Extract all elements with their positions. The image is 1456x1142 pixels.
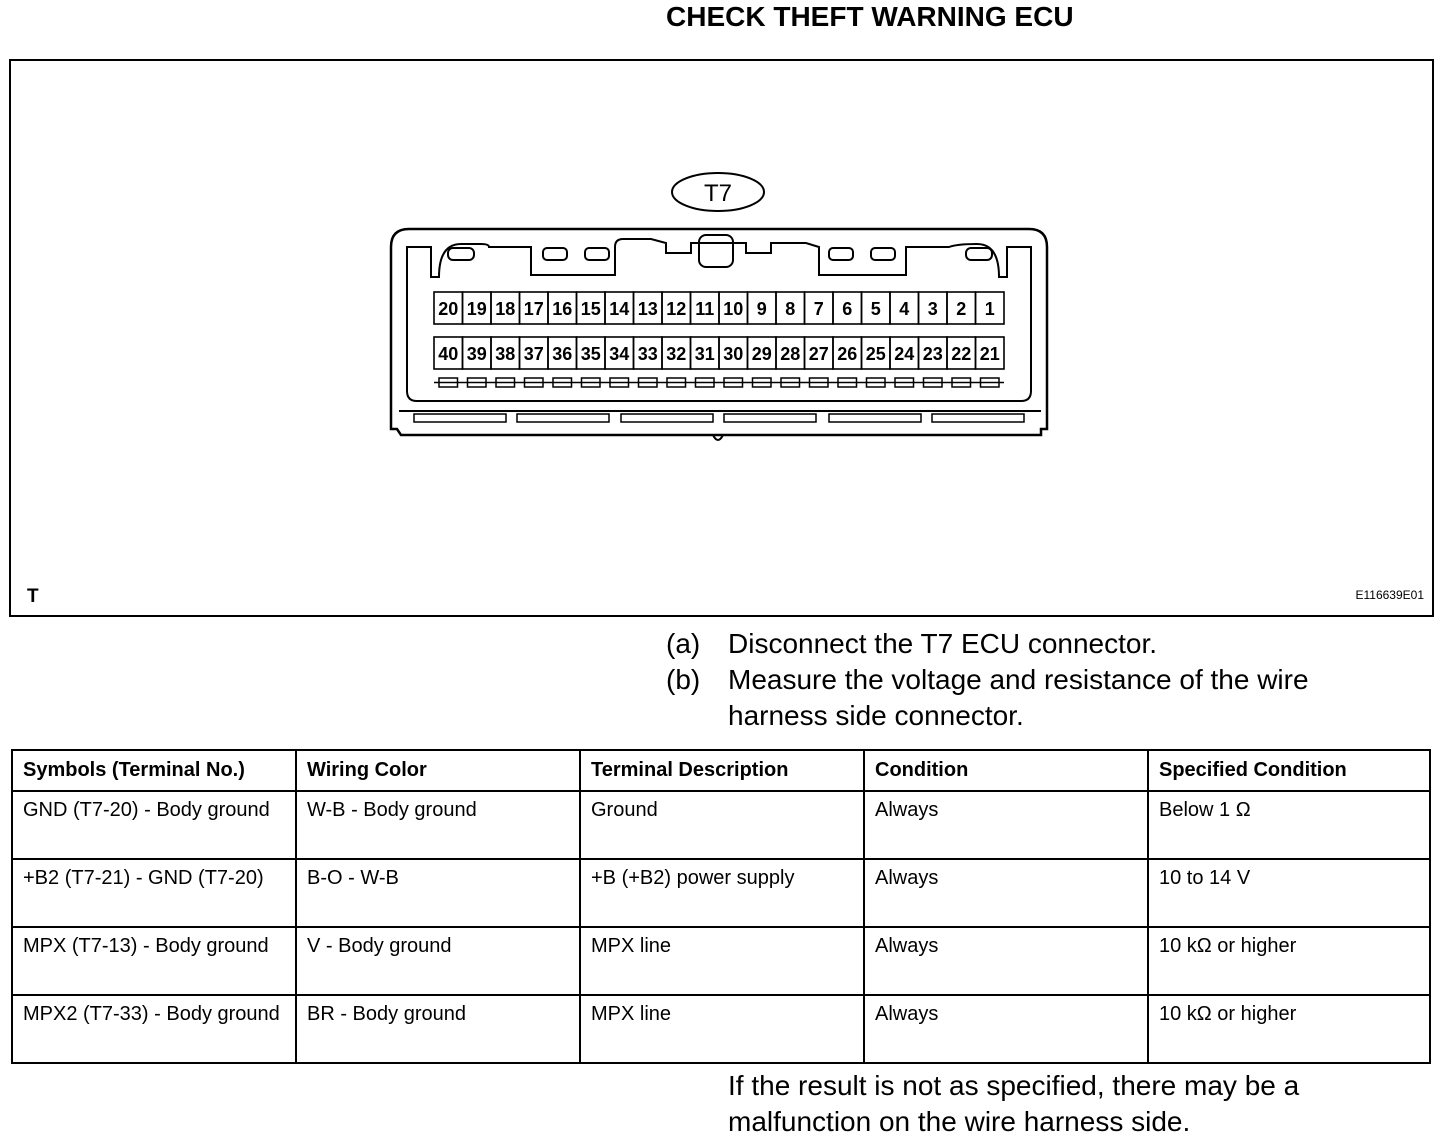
step-text: Measure the voltage and resistance of the wire harness side connector.	[728, 664, 1309, 731]
pin-number: 40	[438, 344, 459, 364]
latch-window	[448, 248, 474, 260]
pin-number: 9	[756, 299, 767, 319]
pin-number: 39	[466, 344, 487, 364]
pin-number: 33	[637, 344, 658, 364]
table-cell: 10 kΩ or higher	[1148, 995, 1430, 1063]
rail-slot	[932, 414, 1024, 422]
table-cell: +B2 (T7-21) - GND (T7-20)	[12, 859, 296, 927]
step-label: (b)	[666, 664, 701, 695]
pin-number: 23	[922, 344, 943, 364]
connector-inner-profile	[407, 239, 1031, 277]
table-cell: BR - Body ground	[296, 995, 580, 1063]
table-cell: MPX (T7-13) - Body ground	[12, 927, 296, 995]
pin-number: 6	[842, 299, 853, 319]
table-cell: GND (T7-20) - Body ground	[12, 791, 296, 859]
table-cell: 10 to 14 V	[1148, 859, 1430, 927]
page-title: CHECK THEFT WARNING ECU	[666, 1, 1074, 32]
latch-window	[829, 248, 853, 260]
rail-slot	[829, 414, 921, 422]
terminal-tabs	[434, 378, 1004, 387]
pin-number: 21	[979, 344, 1000, 364]
pin-number: 18	[495, 299, 516, 319]
table-header-row	[12, 750, 1430, 791]
column-header: Symbols (Terminal No.)	[12, 750, 296, 791]
pin-number: 37	[523, 344, 544, 364]
pin-number: 8	[785, 299, 796, 319]
pin-number: 22	[951, 344, 972, 364]
figure-code: E116639E01	[1355, 588, 1424, 602]
column-header: Wiring Color	[296, 750, 580, 791]
connector-housing	[391, 229, 1047, 435]
rail-slot	[724, 414, 816, 422]
pin-number: 13	[637, 299, 658, 319]
pin-number: 16	[552, 299, 573, 319]
pin-number: 36	[552, 344, 573, 364]
pin-number: 11	[695, 299, 715, 319]
pin-row-bottom	[434, 337, 1004, 369]
pin-number: 5	[870, 299, 881, 319]
pin-number: 27	[808, 344, 829, 364]
table-cell: 10 kΩ or higher	[1148, 927, 1430, 995]
step-text: Disconnect the T7 ECU connector.	[728, 628, 1158, 659]
pin-number: 28	[780, 344, 801, 364]
connector-diagram	[11, 61, 1432, 615]
pin-number: 4	[899, 299, 910, 319]
rail-slot	[414, 414, 506, 422]
step-a	[666, 626, 1378, 662]
connector-key-slot	[699, 235, 733, 267]
steps-list	[666, 626, 1378, 734]
table-cell: V - Body ground	[296, 927, 580, 995]
table-cell: Always	[864, 859, 1148, 927]
table-cell: B-O - W-B	[296, 859, 580, 927]
pin-number: 38	[495, 344, 516, 364]
table-row	[12, 859, 1430, 927]
column-header: Terminal Description	[580, 750, 864, 791]
spec-table	[11, 749, 1431, 1064]
figure-letter: T	[27, 586, 39, 607]
column-header: Specified Condition	[1148, 750, 1430, 791]
table-cell: Always	[864, 927, 1148, 995]
latch-window	[871, 248, 895, 260]
rail-slot	[517, 414, 609, 422]
table-cell: W-B - Body ground	[296, 791, 580, 859]
pin-number: 19	[466, 299, 487, 319]
pin-number: 7	[813, 299, 824, 319]
table-cell: MPX line	[580, 995, 864, 1063]
pin-number: 35	[580, 344, 601, 364]
connector-figure	[9, 59, 1434, 617]
step-label: (a)	[666, 628, 701, 659]
pin-number: 15	[580, 299, 601, 319]
bottom-slots	[414, 414, 1024, 422]
pin-number: 1	[984, 299, 995, 319]
pin-row-top	[434, 292, 1004, 324]
table-cell: MPX line	[580, 927, 864, 995]
table-row	[12, 791, 1430, 859]
pin-number: 14	[609, 299, 630, 319]
table-cell: Always	[864, 791, 1148, 859]
table-cell: Below 1 Ω	[1148, 791, 1430, 859]
table-row	[12, 927, 1430, 995]
column-header: Condition	[864, 750, 1148, 791]
pin-number: 31	[694, 344, 715, 364]
pin-number: 3	[927, 299, 938, 319]
rail-slot	[621, 414, 713, 422]
pin-number: 25	[865, 344, 886, 364]
connector-label: T7	[703, 180, 733, 207]
result-note: If the result is not as specified, there may be a malfunction on the wire harness side.	[728, 1070, 1300, 1137]
latch-window	[966, 248, 992, 260]
pin-number: 26	[837, 344, 858, 364]
pin-number: 17	[523, 299, 544, 319]
latch-window	[543, 248, 567, 260]
table-cell: MPX2 (T7-33) - Body ground	[12, 995, 296, 1063]
step-b	[666, 662, 1378, 734]
pin-number: 32	[666, 344, 687, 364]
pin-number: 12	[666, 299, 687, 319]
table-cell: Ground	[580, 791, 864, 859]
pin-number: 10	[723, 299, 744, 319]
pin-number: 24	[894, 344, 915, 364]
pin-number: 2	[956, 299, 967, 319]
pin-number: 20	[438, 299, 459, 319]
table-cell: +B (+B2) power supply	[580, 859, 864, 927]
pin-number: 34	[609, 344, 630, 364]
pin-number: 29	[751, 344, 772, 364]
table-row	[12, 995, 1430, 1063]
pin-number: 30	[723, 344, 744, 364]
table-cell: Always	[864, 995, 1148, 1063]
latch-window	[585, 248, 609, 260]
